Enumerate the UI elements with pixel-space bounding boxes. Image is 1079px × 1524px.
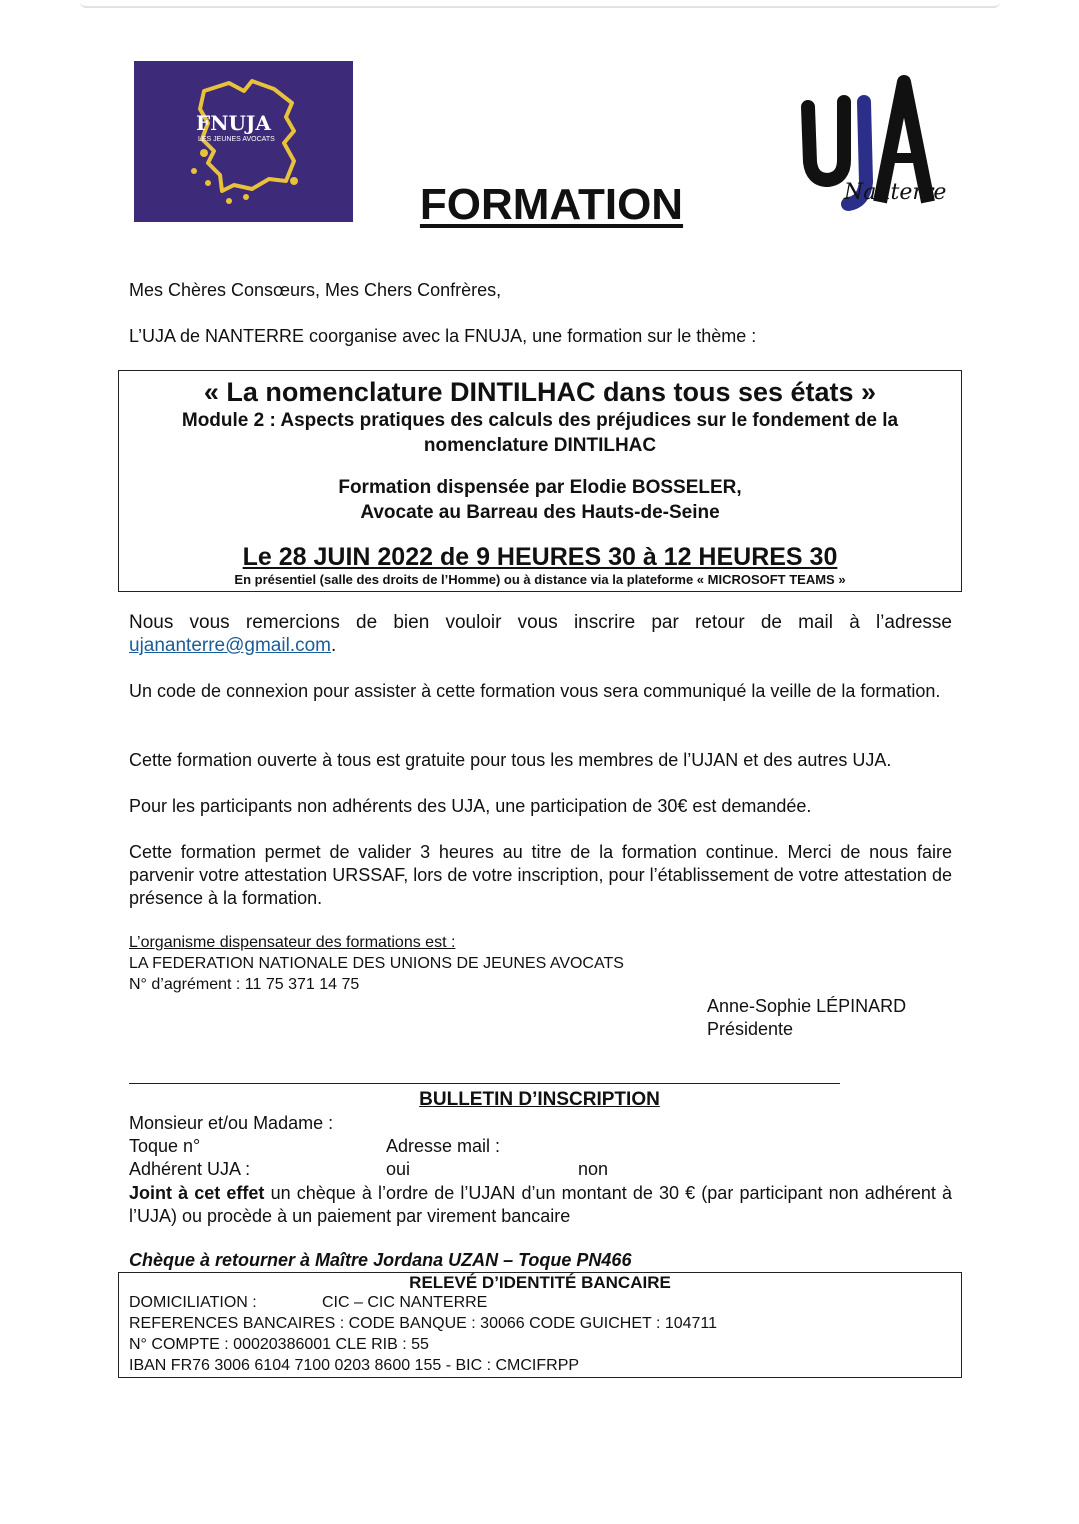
uja-logo-subtext: Nanterre (844, 180, 947, 205)
signature-role: Présidente (707, 1019, 794, 1039)
signature-name: Anne-Sophie LÉPINARD (707, 996, 907, 1016)
bank-title: RELEVÉ D’IDENTITÉ BANCAIRE (409, 1273, 671, 1292)
training-module (119, 408, 961, 458)
free-paragraph: Cette formation ouverte à tous est gratuite pour tous les membres de l’UJAN et des autres UJA. (129, 750, 892, 770)
training-details-box (118, 370, 962, 592)
payment-bold: Joint à cet effet (129, 1183, 265, 1203)
page-title: FORMATION (419, 180, 684, 229)
fee-paragraph: Pour les participants non adhérents des UJA, une participation de 30€ est demandée. (129, 796, 812, 816)
member-label: Adhérent UJA : (129, 1159, 251, 1179)
intro-text: L’UJA de NANTERRE coorganise avec la FNUJA, une formation sur le thème : (129, 326, 757, 346)
bank-domiciliation-value: CIC – CIC NANTERRE (322, 1294, 488, 1311)
toque-label: Toque n° (129, 1136, 201, 1156)
module-line-1: Module 2 : Aspects pratiques des calculs des préjudices sur le fondement de la (181, 410, 899, 431)
fnuja-logo-text: FNUJA (196, 111, 271, 135)
bank-details-box (118, 1272, 962, 1378)
fnuja-logo-subtext: LES JEUNES AVOCATS (198, 136, 275, 143)
bank-domiciliation-label: DOMICILIATION : (129, 1294, 257, 1311)
register-paragraph: Nous vous remercions de bien vouloir vous inscrire par retour de mail à l’adresse ujananterre@gmail.com. (129, 612, 952, 656)
speaker-line-1: Formation dispensée par Elodie BOSSELER, (338, 477, 742, 498)
organism-agrement: N° d’agrément : 11 75 371 14 75 (129, 976, 360, 993)
training-speaker (119, 475, 961, 525)
separator-line (129, 1083, 840, 1084)
bulletin-title: BULLETIN D’INSCRIPTION (419, 1089, 660, 1110)
training-mode: En présentiel (salle des droits de l’Homme) ou à distance via la plateforme « MICROSOFT TEAMS » (234, 572, 846, 587)
member-no: non (578, 1159, 609, 1179)
organism-name: LA FEDERATION NATIONALE DES UNIONS DE JEUNES AVOCATS (129, 955, 624, 972)
connection-code-paragraph: Un code de connexion pour assister à cette formation vous sera communiqué la veille de la formation. (129, 681, 941, 701)
salutation: Mes Chères Consœurs, Mes Chers Confrères, (129, 280, 502, 300)
register-text: Nous vous remercions de bien vouloir vous inscrire par retour de mail à l’adresse (129, 612, 952, 633)
hours-paragraph: Cette formation permet de valider 3 heures au titre de la formation continue. Merci de nous faire parvenir votre attestation URSSAF, lors de votre inscription, pour l’établissement de votre attestation de présence à la formation. (129, 842, 952, 908)
viewer-top-edge (80, 0, 1000, 8)
civility-label: Monsieur et/ou Madame : (129, 1113, 334, 1133)
email-label: Adresse mail : (386, 1136, 501, 1156)
member-yes: oui (386, 1159, 411, 1179)
payment-paragraph (129, 1182, 952, 1228)
payment-rest: un chèque à l’ordre de l’UJAN d’un montant de 30 € (par participant non adhérent à l’UJA) ou procède à un paiement par virement bancaire (129, 1183, 952, 1226)
training-date: Le 28 JUIN 2022 de 9 HEURES 30 à 12 HEURES 30 (242, 543, 838, 571)
module-line-2: nomenclature DINTILHAC (423, 435, 657, 456)
speaker-line-2: Avocate au Barreau des Hauts-de-Seine (360, 502, 720, 523)
training-theme: « La nomenclature DINTILHAC dans tous ses états » (203, 377, 877, 407)
bank-account: N° COMPTE : 00020386001 CLE RIB : 55 (129, 1336, 429, 1353)
bank-references: REFERENCES BANCAIRES : CODE BANQUE : 30066 CODE GUICHET : 104711 (129, 1315, 718, 1332)
organism-label: L’organisme dispensateur des formations est : (129, 934, 456, 951)
bank-iban: IBAN FR76 3006 6104 7100 0203 8600 155 - BIC : CMCIFRPP (129, 1357, 580, 1374)
cheque-instruction: Chèque à retourner à Maître Jordana UZAN – Toque PN466 (129, 1250, 632, 1270)
email-link[interactable]: ujananterre@gmail.com (129, 635, 331, 656)
